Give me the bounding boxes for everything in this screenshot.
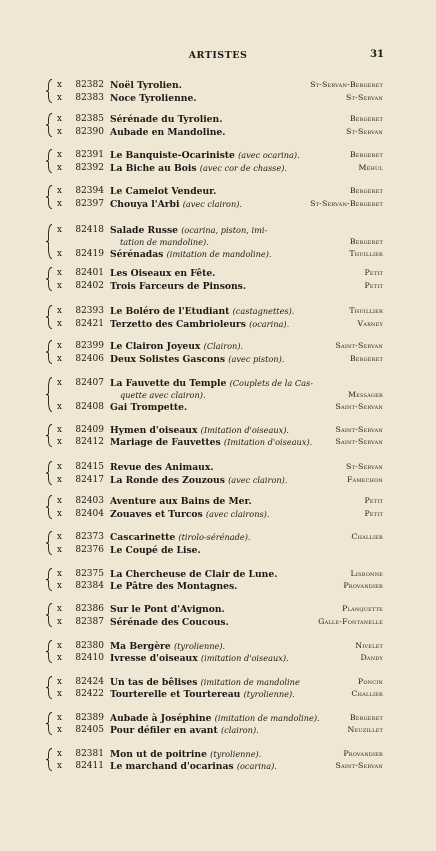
record-title: Trois Farceurs de Pinsons. [110,281,247,292]
record-title: Sérénade du Tyrolien. [110,114,223,125]
selection-mark: x [57,532,62,542]
record-title: Sérénade des Coucous. [110,617,229,628]
record-title-line [110,581,237,592]
record-number: 82407 [75,378,104,388]
catalog-entry [0,80,436,90]
record-title: La Fauvette du Temple [110,378,227,389]
catalog-entry [0,653,436,663]
record-title-line [110,281,246,292]
record-number: 82411 [75,761,104,771]
selection-mark: x [57,319,62,329]
catalog-entry [0,163,436,173]
selection-mark: x [57,545,62,555]
composer-name: Thuillier [349,249,383,258]
selection-mark: x [57,713,62,723]
selection-mark: x [57,725,62,735]
record-number: 82421 [75,319,104,329]
record-title-line [110,306,294,317]
catalog-entry [0,569,436,579]
record-note: (castagnettes). [232,306,295,316]
composer-name: Saint-Servan [335,402,383,411]
record-title-line [110,341,243,352]
record-note: (imitation de mandoline). [214,713,320,723]
composer-name: Varney [357,319,383,328]
record-title-line [110,163,287,174]
composer-name: Saint-Servan [335,437,383,446]
composer-name: Bergeret [349,114,383,123]
record-number: 82375 [75,569,104,579]
record-title: Terzetto des Cambrioleurs [110,319,246,330]
record-title-line [110,475,287,486]
record-title-line [110,268,215,279]
record-title-line [110,569,277,580]
record-note: (ocarina). [236,761,277,771]
selection-mark: x [57,402,62,412]
record-title-line [110,378,313,389]
catalog-entry [0,114,436,124]
catalog-entry [0,641,436,651]
catalog-entry [0,378,436,388]
record-number: 82390 [75,127,104,137]
selection-mark: x [57,604,62,614]
selection-mark: x [57,281,62,291]
record-title: Hymen d'oiseaux [110,425,198,436]
selection-mark: x [57,127,62,137]
record-title-line [120,237,209,248]
selection-mark: x [57,93,62,103]
record-note: (imitation de mandoline). [166,249,272,259]
catalog-entry [0,475,436,485]
record-title: Salade Russe [110,225,179,236]
record-number: 82418 [75,225,104,235]
catalog-entry [0,390,436,400]
selection-mark: x [57,425,62,435]
record-title: Zouaves et Turcos [110,509,203,520]
catalog-entry [0,306,436,316]
record-title-line [110,641,225,652]
composer-name: St-Servan [346,127,383,136]
composer-name: Bergeret [349,354,383,363]
record-number: 82410 [75,653,104,663]
record-title-line [110,199,242,210]
catalog-entry [0,237,436,247]
record-number: 82382 [75,80,104,90]
composer-name: Saint-Servan [335,425,383,434]
record-title-line [110,617,229,628]
composer-name: Planquette [342,604,383,613]
record-number: 82403 [75,496,104,506]
selection-mark: x [57,496,62,506]
selection-mark: x [57,569,62,579]
selection-mark: x [57,163,62,173]
record-title-line [110,150,300,161]
catalog-entry [0,268,436,278]
record-number: 82417 [75,475,104,485]
record-title-line [110,437,312,448]
catalog-entry [0,186,436,196]
record-title: Le Camelot Vendeur. [110,186,217,197]
composer-name: Provandier [343,749,383,758]
selection-mark: x [57,617,62,627]
composer-name: St-Servan-Bergeret [310,199,383,208]
record-number: 82381 [75,749,104,759]
record-number: 82424 [75,677,104,687]
selection-mark: x [57,437,62,447]
record-number: 82376 [75,545,104,555]
composer-name: Bergeret [349,713,383,722]
catalog-entry [0,545,436,555]
record-number: 82384 [75,581,104,591]
selection-mark: x [57,749,62,759]
record-title-line [110,545,201,556]
selection-mark: x [57,509,62,519]
record-number: 82415 [75,462,104,472]
page-number: 31 [370,49,384,60]
selection-mark: x [57,306,62,316]
record-title: La Biche au Bois [110,163,197,174]
selection-mark: x [57,150,62,160]
record-number: 82406 [75,354,104,364]
record-number: 82389 [75,713,104,723]
record-title: Sérénadas [110,249,164,260]
record-title-line [110,725,259,736]
composer-name: Nivelet [355,641,383,650]
record-note: (clairon). [220,725,259,735]
record-title-line [110,93,197,104]
record-title: Ma Bergère [110,641,171,652]
record-note: (avec clairons). [205,509,270,519]
catalog-entry [0,354,436,364]
selection-mark: x [57,761,62,771]
catalog-entry [0,225,436,235]
record-title: Gai Trompette. [110,402,188,413]
record-number: 82409 [75,425,104,435]
composer-name: Saint-Servan [335,341,383,350]
record-title: Chouya l'Arbi [110,199,180,210]
record-number: 82386 [75,604,104,614]
record-title-line [110,532,251,543]
catalog-entry [0,761,436,771]
record-title: Le Clairon Joyeux [110,341,201,352]
record-title-line [110,496,252,507]
record-number: 82380 [75,641,104,651]
record-title-line [110,689,295,700]
composer-name: Challier [351,689,383,698]
record-note: (tyrolienne). [210,749,262,759]
selection-mark: x [57,689,62,699]
composer-name: Galle-Fontanelle [318,617,383,626]
composer-name: St-Servan [346,93,383,102]
catalog-entry [0,532,436,542]
record-note: (avec piston). [228,354,285,364]
record-note: (avec cor de chasse). [199,163,288,173]
record-number: 82402 [75,281,104,291]
catalog-entry [0,150,436,160]
record-number: 82408 [75,402,104,412]
record-note: (tyrolienne). [243,689,295,699]
selection-mark: x [57,581,62,591]
selection-mark: x [57,249,62,259]
record-number: 82383 [75,93,104,103]
composer-name: Bergeret [349,186,383,195]
record-note: (Couplets de la Cas- [229,378,313,388]
record-title: Aubade à Joséphine [110,713,212,724]
record-note: (avec clairon). [228,475,288,485]
selection-mark: x [57,80,62,90]
record-number: 82399 [75,341,104,351]
selection-mark: x [57,225,62,235]
record-title-line [120,390,206,401]
record-title: Mon ut de poitrine [110,749,207,760]
composer-name: Bergeret [349,237,383,246]
catalog-entry [0,249,436,259]
selection-mark: x [57,341,62,351]
record-note: (ocarina). [249,319,290,329]
composer-name: Challier [351,532,383,541]
record-note: (Imitation d'oiseaux). [200,425,290,435]
catalog-entry [0,425,436,435]
record-title: Le Banquiste-Ocariniste [110,150,235,161]
record-note: tation de mandoline). [120,237,209,247]
record-number: 82422 [75,689,104,699]
composer-name: Lisbonne [350,569,383,578]
record-title: Les Oiseaux en Fête. [110,268,216,279]
record-title: Revue des Animaux. [110,462,214,473]
catalog-entry [0,127,436,137]
catalog-entry [0,341,436,351]
catalog-entry [0,604,436,614]
record-title-line [110,127,225,138]
record-title: Deux Solistes Gascons [110,354,226,365]
record-note: (Clairon). [203,341,244,351]
record-number: 82412 [75,437,104,447]
selection-mark: x [57,199,62,209]
selection-mark: x [57,268,62,278]
selection-mark: x [57,114,62,124]
record-note: (avec clairon). [182,199,243,209]
catalog-entry [0,677,436,687]
record-title-line [110,713,320,724]
catalog-entry [0,462,436,472]
record-title: Pour défiler en avant [110,725,218,736]
record-number: 82401 [75,268,104,278]
record-note: (avec ocarina). [238,150,300,160]
composer-name: Thuillier [349,306,383,315]
record-title: La Ronde des Zouzous [110,475,225,486]
catalog-entry [0,319,436,329]
catalog-entry [0,199,436,209]
selection-mark: x [57,354,62,364]
composer-name: Bergeret [349,150,383,159]
composer-name: Provandier [343,581,383,590]
catalog-entry [0,437,436,447]
record-note: (tyrolienne). [173,641,226,651]
record-title-line [110,604,225,615]
record-title: Mariage de Fauvettes [110,437,221,448]
record-title-line [110,319,289,330]
record-title: Ivresse d'oiseaux [110,653,198,664]
record-title: Aubade en Mandoline. [110,127,226,138]
record-title-line [110,402,187,413]
record-number: 82391 [75,150,104,160]
composer-name: Petit [364,268,383,277]
catalog-entry [0,713,436,723]
record-title-line [110,225,267,236]
composer-name: Saint-Servan [335,761,383,770]
composer-name: St-Servan-Bergeret [310,80,383,89]
catalog-entry [0,496,436,506]
record-note: (imitation de mandoline [200,677,300,687]
record-note: (tirolo-sérénade). [178,532,251,542]
selection-mark: x [57,378,62,388]
record-title-line [110,749,261,760]
record-title: Le marchand d'ocarinas [110,761,234,772]
selection-mark: x [57,653,62,663]
catalog-entry [0,402,436,412]
record-title-line [110,653,289,664]
composer-name: Messager [347,390,383,399]
composer-name: Neuzillet [347,725,383,734]
record-number: 82385 [75,114,104,124]
catalog-entry [0,581,436,591]
record-title-line [110,462,214,473]
selection-mark: x [57,677,62,687]
record-title: Sur le Pont d'Avignon. [110,604,225,615]
record-title: La Chercheuse de Clair de Lune. [110,569,278,580]
record-title: Un tas de bêlises [110,677,198,688]
record-title-line [110,509,269,520]
record-number: 82392 [75,163,104,173]
record-title: Cascarinette [110,532,176,543]
page-header-title: ARTISTES [188,50,248,61]
composer-name: Dandy [360,653,383,662]
catalog-entry [0,93,436,103]
record-number: 82393 [75,306,104,316]
record-note: (Imitation d'oiseaux). [223,437,313,447]
record-number: 82419 [75,249,104,259]
record-title: Le Coupé de Lise. [110,545,201,556]
record-title-line [110,761,277,772]
record-title: Noce Tyrolienne. [110,93,197,104]
record-title: Aventure aux Bains de Mer. [110,496,252,507]
record-number: 82404 [75,509,104,519]
composer-name: Méhul [358,163,383,172]
record-title-line [110,425,289,436]
selection-mark: x [57,475,62,485]
composer-name: Famechon [346,475,383,484]
record-number: 82394 [75,186,104,196]
record-title-line [110,249,272,260]
selection-mark: x [57,462,62,472]
record-title-line [110,677,300,688]
record-title: Noël Tyrolien. [110,80,182,91]
record-number: 82387 [75,617,104,627]
record-number: 82397 [75,199,104,209]
record-note: (imitation d'oiseaux). [200,653,289,663]
selection-mark: x [57,641,62,651]
record-note: (ocarina, piston, imi- [181,225,268,235]
catalog-entry [0,749,436,759]
record-number: 82373 [75,532,104,542]
record-title: Tourterelle et Tourtereau [110,689,241,700]
selection-mark: x [57,186,62,196]
catalog-entry [0,689,436,699]
record-title-line [110,186,216,197]
record-note: quette avec clairon). [120,390,206,400]
composer-name: Poncin [357,677,383,686]
composer-name: St-Servan [346,462,383,471]
catalog-entry [0,617,436,627]
composer-name: Petit [364,496,383,505]
record-title-line [110,80,182,91]
record-title: Le Pâtre des Montagnes. [110,581,238,592]
composer-name: Petit [364,281,383,290]
catalog-entry [0,509,436,519]
catalog-entry [0,281,436,291]
record-title: Le Boléro de l'Etudiant [110,306,230,317]
catalog-entry [0,725,436,735]
record-title-line [110,114,222,125]
record-title-line [110,354,284,365]
composer-name: Petit [364,509,383,518]
record-number: 82405 [75,725,104,735]
